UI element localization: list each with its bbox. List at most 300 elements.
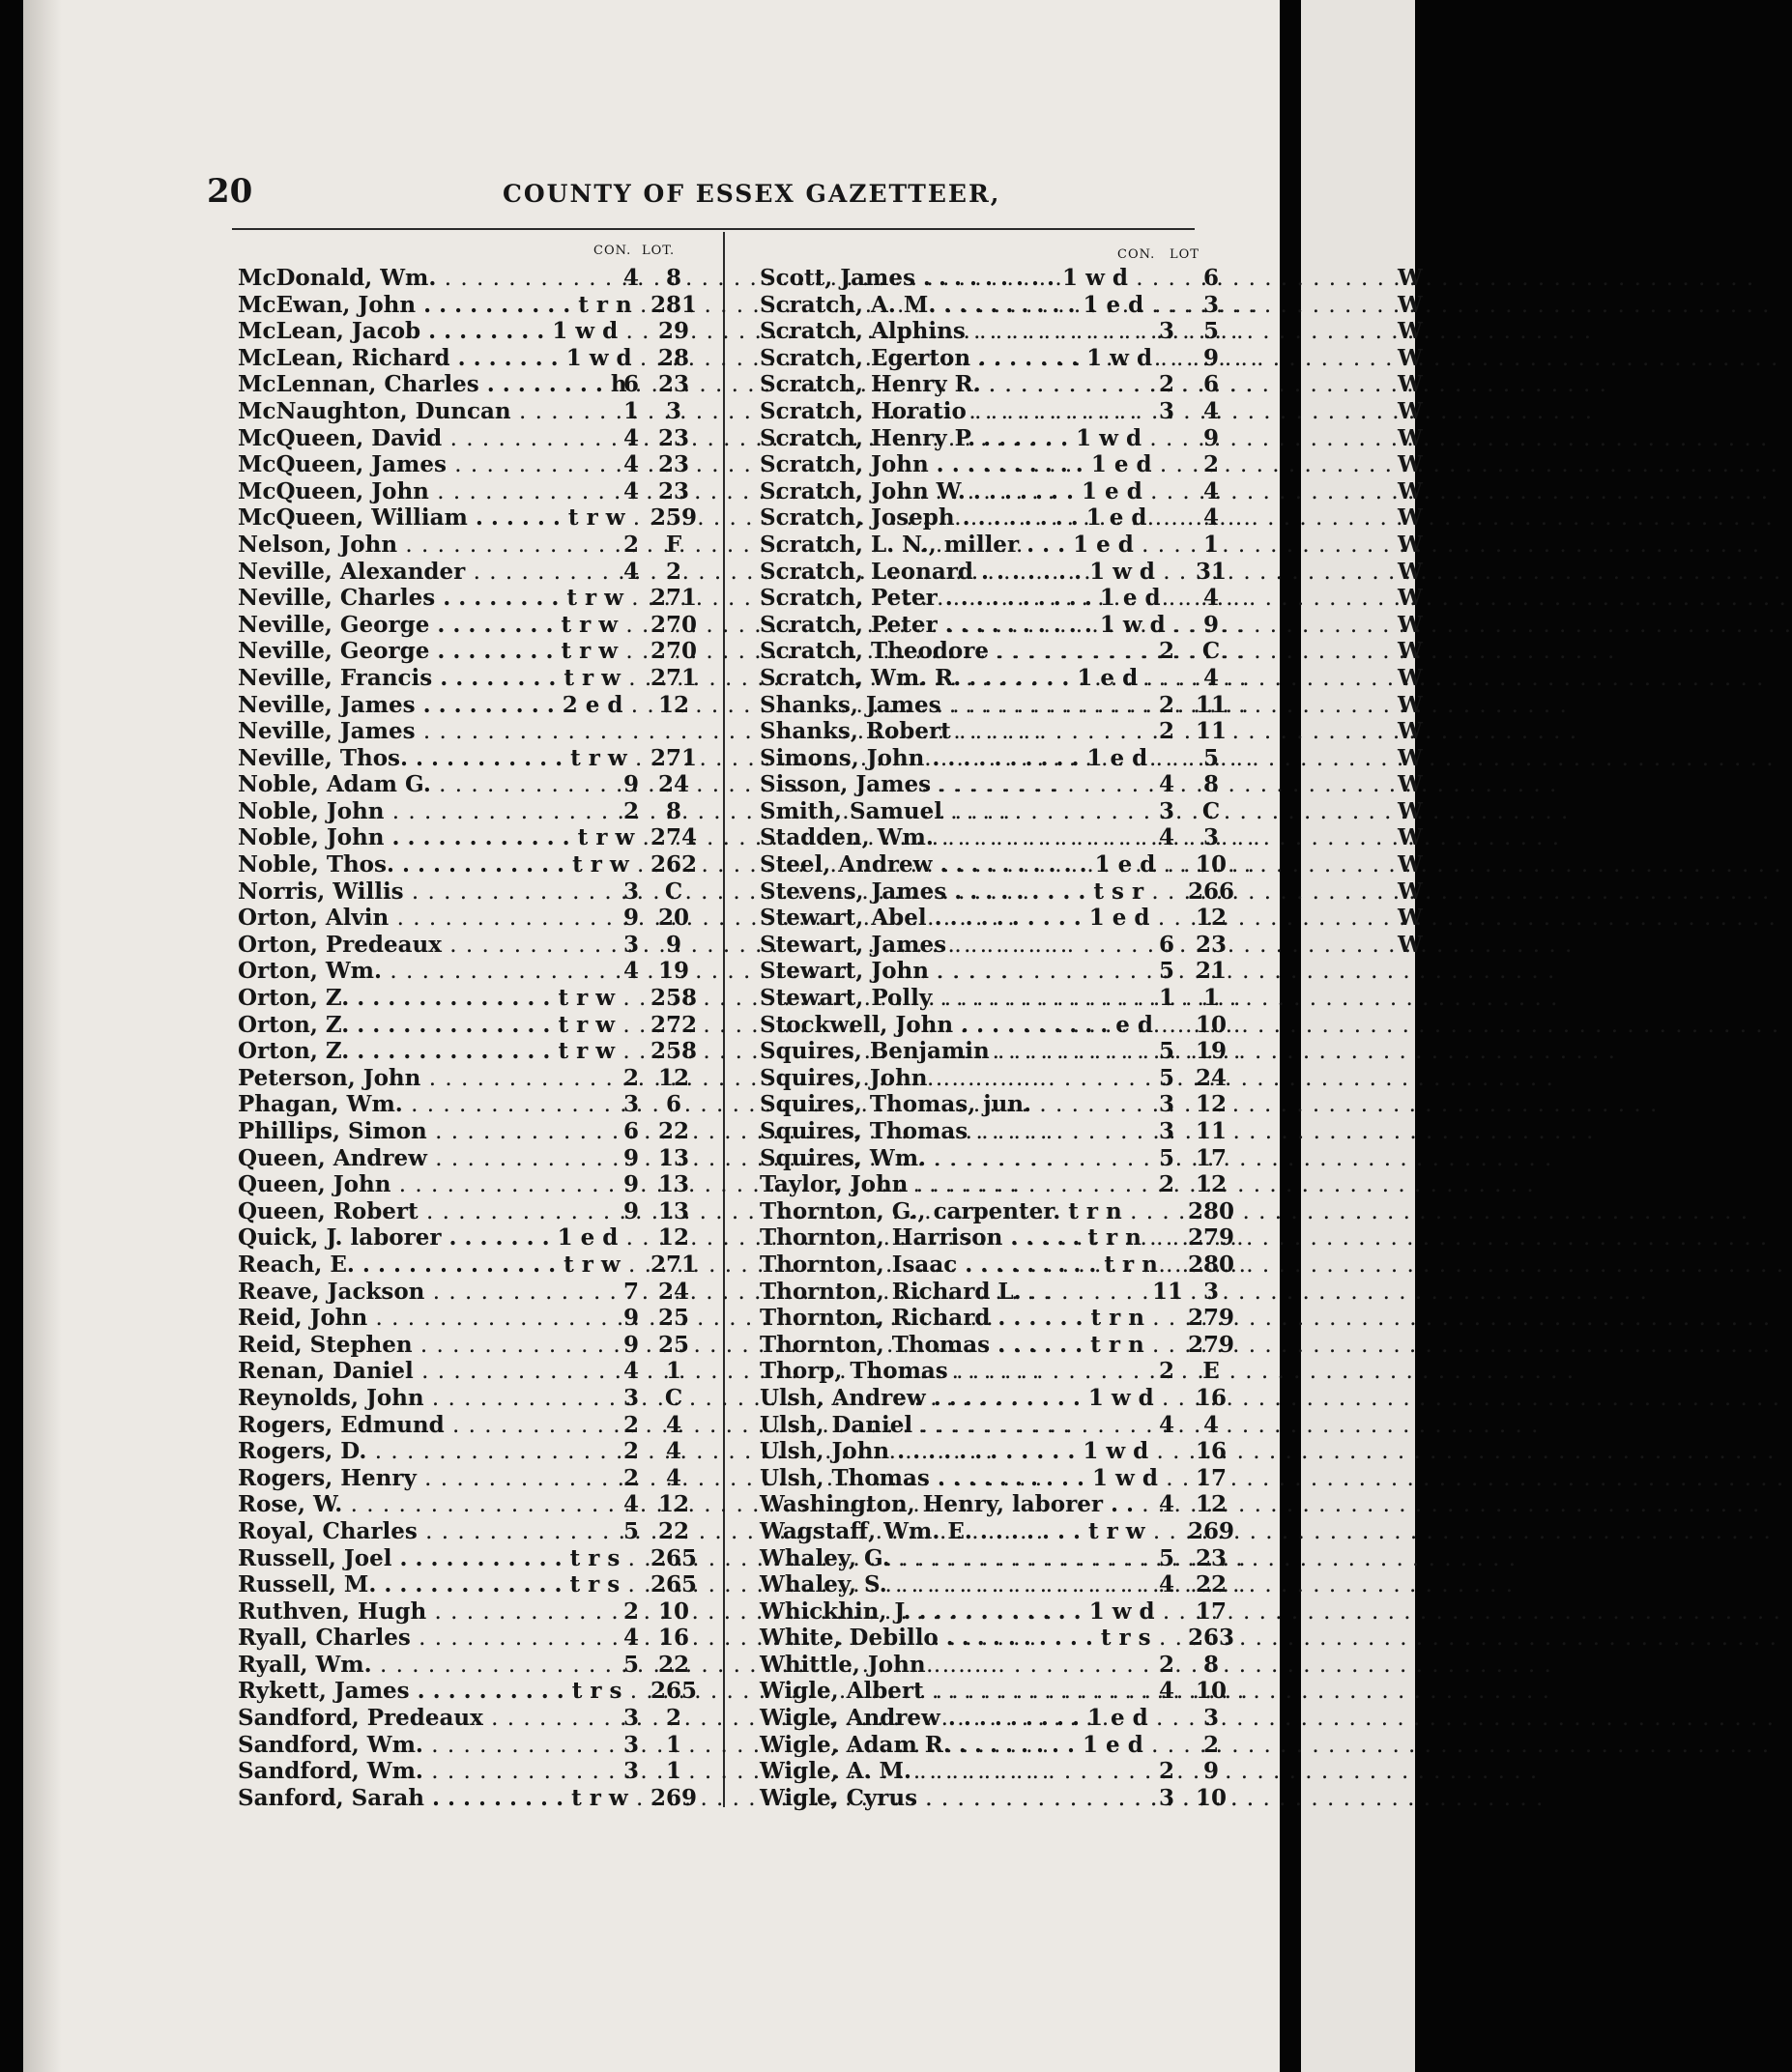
entry-lot: C (664, 878, 683, 905)
entry-con: 3 (1158, 1118, 1174, 1144)
entry-con: 3 (622, 1758, 639, 1785)
entry-name: McQueen, John . . . (238, 478, 615, 506)
entry-lot: 4 (1202, 477, 1219, 504)
entry-con: 3 (622, 1705, 639, 1732)
directory-entry (238, 398, 700, 425)
entry-con: 2 (1158, 691, 1174, 718)
edge-letter: W (1398, 824, 1423, 851)
entry-con: 3 (622, 1384, 639, 1411)
entry-name: Scratch, A. M. . . . . . . . . . 1 e d . . . (760, 292, 1150, 320)
entry-lot: 22 (657, 1651, 689, 1678)
entry-name: Whaley, S. . . . (760, 1571, 1150, 1599)
entry-name: Scratch, Peter . . . . . . . . . . 1 w d . . . (760, 612, 1150, 640)
directory-entry (760, 798, 1222, 825)
entry-lot: 1 (665, 1358, 681, 1385)
entry-name: Scratch, Alphins . . . (760, 318, 1150, 346)
entry-lot: 13 (657, 1144, 689, 1171)
edge-letter: W (1398, 691, 1423, 718)
directory-entry (760, 1331, 1234, 1359)
edge-letter: W (1398, 851, 1423, 878)
entry-con: 5 (1158, 958, 1174, 985)
directory-entry (760, 1517, 1234, 1545)
directory-entry (760, 1732, 1222, 1759)
entry-lot: 12 (657, 691, 689, 718)
entry-lot: 9 (665, 931, 681, 958)
directory-entry (238, 292, 700, 319)
directory-entry (760, 1305, 1234, 1332)
entry-name: Neville, George . . . . . . . . t r w . . . (238, 612, 615, 640)
entry-con: 2 (1158, 1358, 1174, 1385)
entry-lot: 10 (1195, 1784, 1227, 1811)
edge-letter: W (1398, 744, 1423, 771)
entry-name: Ryall, Wm. . . . (238, 1652, 615, 1680)
entry-lot: 274 (650, 824, 697, 851)
directory-entry (760, 1118, 1227, 1145)
entry-name: McQueen, William . . . . . . t r w . . . (238, 504, 615, 532)
entry-name: Scratch, Theodore . . . (760, 638, 1150, 666)
entry-con: 7 (622, 1278, 639, 1305)
directory-entry (238, 638, 700, 665)
entry-name: Phagan, Wm. . . . (238, 1091, 615, 1119)
entry-lot: 4 (1202, 664, 1219, 691)
directory-entry (238, 745, 700, 772)
directory-entry (760, 1224, 1234, 1252)
directory-entry (760, 1571, 1227, 1598)
entry-con: 4 (622, 265, 639, 291)
directory-entry (760, 1464, 1227, 1492)
entry-lot: 280 (1187, 1251, 1234, 1278)
entry-name: Neville, James . . . . . . . . . 2 e d . . . (238, 692, 615, 720)
directory-entry (238, 1065, 700, 1092)
entry-name: Whittle, John . . . (760, 1652, 1150, 1680)
entry-lot: 20 (657, 905, 689, 932)
entry-con: 4 (622, 1625, 639, 1652)
edge-letter: W (1398, 265, 1423, 291)
directory-entry (238, 1252, 700, 1279)
entry-name: Scratch, John W. . . . . . . . 1 e d . . . (760, 478, 1150, 506)
entry-lot: 16 (657, 1625, 689, 1652)
directory-entry (238, 1678, 700, 1705)
directory-entry (760, 1358, 1222, 1385)
entry-lot: 259 (650, 504, 697, 532)
directory-entry (238, 1224, 700, 1252)
directory-entry (238, 1305, 700, 1332)
directory-entry (760, 1544, 1227, 1572)
directory-entry (238, 1465, 700, 1492)
entry-con: 4 (622, 1358, 639, 1385)
entry-name: Queen, John . . . (238, 1171, 615, 1199)
directory-entry (760, 1625, 1234, 1652)
entry-lot: 10 (1195, 1011, 1227, 1038)
directory-entry (760, 1438, 1227, 1465)
edge-letter: W (1398, 477, 1423, 504)
directory-entry (238, 851, 700, 878)
directory-entry (760, 292, 1222, 319)
directory-entry (238, 932, 700, 959)
directory-entry (760, 1384, 1227, 1412)
entry-lot: 25 (657, 1305, 689, 1332)
entry-con: 4 (622, 477, 639, 504)
directory-entry (760, 851, 1227, 878)
entry-name: McNaughton, Duncan . . . (238, 398, 615, 426)
entry-name: Wigle, Adam R. . . . . . . . . 1 e d . . . (760, 1732, 1150, 1760)
entry-name: Orton, Z. . . . . . . . . . . . . . t r w . . . (238, 1012, 615, 1040)
directory-entry (238, 1732, 700, 1759)
entry-con: 4 (622, 558, 639, 585)
directory-entry (760, 1038, 1227, 1065)
entry-name: Orton, Predeaux . . . (238, 932, 615, 960)
directory-entry (238, 1652, 700, 1679)
entry-name: Thornton, G., carpenter. t r n . . . (760, 1198, 1150, 1226)
entry-name: Wigle, Albert . . . (760, 1678, 1150, 1706)
entry-name: Orton, Z. . . . . . . . . . . . . . t r w . . . (238, 985, 615, 1013)
entry-con: 3 (1158, 318, 1174, 345)
entry-lot: 270 (650, 638, 697, 665)
entry-name: Orton, Alvin . . . (238, 905, 615, 933)
entry-name: Stewart, James . . . (760, 932, 1150, 960)
entry-name: Ulsh, Daniel . . . (760, 1412, 1150, 1440)
directory-entry (238, 532, 700, 559)
entry-name: Rose, W. . . . (238, 1491, 615, 1519)
entry-name: Whaley, G. . . . (760, 1545, 1150, 1573)
entry-lot: 23 (1195, 931, 1227, 958)
entry-lot: 6 (665, 1091, 681, 1118)
entry-name: Wigle, Cyrus . . . (760, 1785, 1150, 1813)
entry-lot: 1 (1202, 531, 1219, 558)
entry-con: 1 (1158, 985, 1174, 1012)
entry-name: Scratch, Joseph . . . . . . . . 1 e d . . . (760, 504, 1150, 532)
entry-name: Scratch, Peter . . . . . . . . . . 1 e d . . . (760, 585, 1150, 613)
edge-letter: W (1398, 771, 1423, 798)
entry-name: Wigle, A. M. . . . (760, 1758, 1150, 1786)
entry-con: 9 (622, 771, 639, 798)
entry-lot: 16 (1195, 1438, 1227, 1465)
entry-name: Phillips, Simon . . . (238, 1118, 615, 1146)
directory-entry (760, 318, 1222, 345)
entry-lot: 19 (1195, 1038, 1227, 1065)
directory-entry (760, 398, 1222, 425)
directory-entry (238, 1385, 700, 1412)
directory-entry (238, 1545, 700, 1572)
entry-name: Neville, Francis . . . . . . . . t r w . . . (238, 665, 615, 693)
directory-entry (760, 718, 1227, 745)
entry-lot: 271 (650, 664, 697, 691)
entry-con: 5 (1158, 1144, 1174, 1171)
entry-con: 3 (622, 878, 639, 905)
entry-lot: 8 (1202, 771, 1219, 798)
directory-entry (238, 1438, 700, 1465)
entry-lot: 9 (1202, 344, 1219, 371)
directory-entry (760, 1091, 1227, 1118)
directory-entry (238, 1171, 700, 1198)
left-lot-header: LOT. (642, 244, 676, 258)
entry-name: Shanks, Robert . . . (760, 718, 1150, 746)
entry-con: 9 (622, 1144, 639, 1171)
entry-name: Squires, John . . . (760, 1065, 1150, 1093)
directory-entry (760, 1597, 1227, 1626)
entry-name: Rogers, D. . . . (238, 1438, 615, 1466)
entry-name: Stadden, Wm. . . . (760, 824, 1150, 852)
entry-name: Russell, Joel . . . . . . . . . . . t r s . . . (238, 1545, 615, 1573)
next-page-letters (1398, 265, 1423, 958)
edge-letter: W (1398, 318, 1423, 345)
entry-lot: 3 (1202, 1278, 1219, 1305)
entry-name: Neville, James . . . (238, 718, 615, 746)
entry-name: McLean, Jacob . . . . . . . . 1 w d . . . (238, 318, 615, 346)
entry-con: 2 (622, 531, 639, 558)
directory-entry (238, 1491, 700, 1518)
entry-lot: 3 (1202, 824, 1219, 851)
entry-name: Reach, E. . . . . . . . . . . . . . t r w . . . (238, 1252, 615, 1280)
entry-name: Stewart, John . . . (760, 958, 1150, 986)
entry-name: Scratch, L. N., miller . . . 1 e d . . . (760, 532, 1150, 560)
entry-lot: 4 (665, 1411, 681, 1438)
entry-lot: 8 (1202, 1651, 1219, 1678)
edge-letter: W (1398, 371, 1423, 398)
entry-con: 9 (622, 1197, 639, 1224)
entry-name: Noble, John . . . (238, 798, 615, 826)
entry-lot: 31 (1195, 558, 1227, 585)
entry-lot: 22 (657, 1517, 689, 1544)
entry-lot: 5 (1202, 744, 1219, 771)
entry-name: Thornton, Richard L. . . . (760, 1279, 1150, 1307)
directory-entry (238, 1332, 700, 1359)
entry-name: Scratch, Henry R. . . . (760, 371, 1150, 399)
entry-lot: 4 (1202, 1411, 1219, 1438)
entry-name: Stockwell, John . . . . . . . . . . e d . . . (760, 1012, 1150, 1040)
edge-letter: W (1398, 451, 1423, 478)
right-con-header: CON. (1117, 247, 1156, 262)
entry-con: 2 (1158, 1171, 1174, 1198)
entry-name: Renan, Daniel . . . (238, 1358, 615, 1386)
entry-lot: 23 (1195, 1544, 1227, 1571)
entry-name: Squires, Thomas . . . (760, 1118, 1150, 1146)
entry-name: Scott, James . . . . . . . . . 1 w d . . . (760, 265, 1150, 293)
directory-entry (238, 612, 700, 639)
entry-lot: 12 (1195, 905, 1227, 932)
entry-lot: 4 (665, 1464, 681, 1491)
directory-entry (238, 1412, 700, 1439)
entry-con: 2 (622, 1597, 639, 1625)
entry-con: 6 (1158, 931, 1174, 958)
edge-letter: W (1398, 931, 1423, 958)
left-column-entries (238, 265, 700, 1811)
directory-entry (760, 931, 1227, 959)
entry-con: 11 (1152, 1278, 1184, 1305)
directory-entry (238, 559, 700, 586)
entry-con: 6 (622, 1118, 639, 1144)
entry-con: 1 (622, 397, 639, 424)
directory-entry (760, 745, 1222, 772)
directory-entry (238, 318, 700, 345)
directory-entry (238, 451, 700, 478)
entry-con: 3 (622, 1091, 639, 1118)
entry-lot: 271 (650, 744, 697, 771)
entry-name: Ulsh, Thomas . . . . . . . . . . 1 w d . . . (760, 1465, 1150, 1493)
entry-lot: 12 (1195, 1491, 1227, 1518)
entry-lot: 265 (650, 1571, 697, 1598)
entry-name: Reid, John . . . (238, 1305, 615, 1333)
directory-entry (760, 985, 1222, 1012)
entry-lot: 13 (657, 1197, 689, 1224)
directory-entry (238, 1358, 700, 1385)
directory-entry (238, 265, 700, 292)
directory-entry (760, 1197, 1234, 1225)
entry-con: 2 (622, 797, 639, 824)
entry-name: Scratch, Egerton . . . . . . . 1 w d . . . (760, 345, 1150, 373)
directory-entry (760, 532, 1222, 559)
entry-name: Sisson, James . . . (760, 771, 1150, 799)
edge-letter: W (1398, 531, 1423, 558)
entry-lot: 9 (1202, 1758, 1219, 1785)
entry-lot: C (1201, 638, 1221, 665)
entry-lot: 272 (650, 1011, 697, 1038)
entry-name: McQueen, James . . . (238, 451, 615, 479)
directory-entry (238, 1012, 700, 1039)
entry-name: Wagstaff, Wm. E. . . . . . . . t r w . . . (760, 1518, 1150, 1546)
entry-con: 3 (1158, 1784, 1174, 1811)
entry-con: 2 (622, 1438, 639, 1465)
entry-name: Whickhin, J. . . . . . . . . . . . 1 w d . . . (760, 1598, 1150, 1626)
entry-lot: 9 (1202, 611, 1219, 638)
directory-entry (238, 371, 700, 398)
directory-entry (238, 905, 700, 932)
edge-letter: W (1398, 397, 1423, 424)
entry-con: 5 (622, 1651, 639, 1678)
entry-lot: C (664, 1384, 683, 1411)
entry-name: Scratch, John . . . . . . . . . . 1 e d . . . (760, 451, 1150, 479)
entry-lot: 265 (650, 1678, 697, 1705)
entry-name: Nelson, John . . . (238, 532, 615, 560)
directory-entry (238, 1785, 700, 1812)
directory-entry (760, 1412, 1222, 1439)
entry-name: Neville, George . . . . . . . . t r w . . . (238, 638, 615, 666)
entry-lot: 280 (1187, 1197, 1234, 1224)
entry-lot: 8 (665, 265, 681, 291)
directory-entry (238, 1198, 700, 1225)
entry-lot: 6 (1202, 265, 1219, 291)
entry-name: Squires, Thomas, jun. . . . (760, 1091, 1150, 1119)
directory-entry (760, 665, 1222, 692)
entry-con: 4 (1158, 1678, 1174, 1705)
entry-con: 3 (622, 1731, 639, 1758)
entry-lot: 271 (650, 585, 697, 612)
entry-name: Taylor, John . . . (760, 1171, 1150, 1199)
entry-name: Quick, J. laborer . . . . . . . 1 e d . . . (238, 1224, 615, 1252)
entry-name: Noble, Thos. . . . . . . . . . . . t r w . . . (238, 851, 615, 879)
entry-name: Reynolds, John . . . (238, 1385, 615, 1413)
edge-letter: W (1398, 424, 1423, 451)
directory-entry (760, 1279, 1222, 1306)
directory-entry (760, 612, 1222, 639)
entry-con: 3 (1158, 797, 1174, 824)
entry-lot: 12 (657, 1491, 689, 1518)
edge-letter: W (1398, 291, 1423, 318)
edge-letter: W (1398, 797, 1423, 824)
entry-lot: 22 (1195, 1571, 1227, 1598)
directory-entry (760, 451, 1222, 478)
entry-lot: 11 (1195, 718, 1227, 745)
entry-con: 4 (1158, 1491, 1174, 1518)
entry-con: 4 (622, 424, 639, 451)
entry-name: Rogers, Henry . . . (238, 1465, 615, 1493)
entry-con: 4 (622, 958, 639, 985)
entry-name: Noble, Adam G. . . . (238, 771, 615, 799)
entry-lot: 11 (1195, 1118, 1227, 1144)
entry-con: 2 (1158, 1651, 1174, 1678)
entry-con: 4 (622, 1491, 639, 1518)
entry-name: Norris, Willis . . . (238, 878, 615, 906)
directory-entry (760, 905, 1227, 932)
directory-entry (238, 1118, 700, 1145)
entry-lot: 2 (1202, 1731, 1219, 1758)
directory-entry (238, 985, 700, 1012)
entry-lot: 3 (1202, 1705, 1219, 1732)
entry-con: 9 (622, 905, 639, 932)
edge-letter: W (1398, 664, 1423, 691)
entry-name: Ruthven, Hugh . . . (238, 1598, 615, 1626)
entry-lot: 269 (650, 1784, 697, 1811)
entry-name: Peterson, John . . . (238, 1065, 615, 1093)
entry-lot: 13 (657, 1171, 689, 1198)
entry-con: 3 (622, 931, 639, 958)
entry-name: Smith, Samuel . . . (760, 798, 1150, 826)
entry-name: Scratch, Horatio . . . (760, 398, 1150, 426)
directory-entry (238, 958, 700, 985)
entry-con: 4 (1158, 771, 1174, 798)
entry-con: 4 (622, 451, 639, 478)
directory-entry (760, 1251, 1234, 1279)
entry-name: McEwan, John . . . . . . . . . . t r n . . . (238, 292, 615, 320)
entry-name: Thorp, Thomas . . . (760, 1358, 1150, 1386)
edge-letter: W (1398, 718, 1423, 745)
entry-con: 6 (622, 371, 639, 398)
edge-letter: W (1398, 585, 1423, 612)
entry-name: Neville, Alexander . . . (238, 559, 615, 587)
entry-name: Steel, Andrew . . . . . . . . . . 1 e d . . . (760, 851, 1150, 879)
directory-entry (760, 1705, 1222, 1732)
directory-entry (238, 1625, 700, 1652)
entry-lot: C (1201, 797, 1221, 824)
entry-name: Stewart, Abel . . . . . . . . . . 1 e d . . . (760, 905, 1150, 933)
entry-lot: 2 (1202, 451, 1219, 478)
entry-name: Thornton, Thomas . . . . . . t r n . . . (760, 1332, 1150, 1360)
entry-lot: 10 (1195, 1678, 1227, 1705)
entry-name: Scratch, Leonard . . . . . . . 1 w d . . . (760, 559, 1150, 587)
entry-con: 5 (622, 1517, 639, 1544)
entry-name: Noble, John . . . . . . . . . . . . t r w . . . (238, 824, 615, 852)
entry-con: 5 (1158, 1038, 1174, 1065)
entry-lot: 4 (1202, 397, 1219, 424)
directory-entry (760, 1491, 1227, 1518)
entry-lot: 23 (657, 371, 689, 398)
directory-entry (238, 478, 700, 505)
entry-con: 9 (622, 1331, 639, 1358)
entry-lot: 10 (657, 1597, 689, 1625)
entry-name: Stewart, Polly . . . (760, 985, 1150, 1013)
entry-name: Neville, Charles . . . . . . . . t r w . . . (238, 585, 615, 613)
entry-lot: 28 (657, 344, 689, 371)
entry-con: 3 (1158, 1091, 1174, 1118)
directory-entry (238, 798, 700, 825)
directory-entry (760, 638, 1222, 665)
directory-entry (760, 1144, 1227, 1172)
entry-lot: 17 (1195, 1144, 1227, 1171)
entry-lot: 3 (1202, 291, 1219, 318)
directory-entry (238, 665, 700, 692)
directory-entry (760, 265, 1222, 292)
directory-entry (238, 1091, 700, 1118)
